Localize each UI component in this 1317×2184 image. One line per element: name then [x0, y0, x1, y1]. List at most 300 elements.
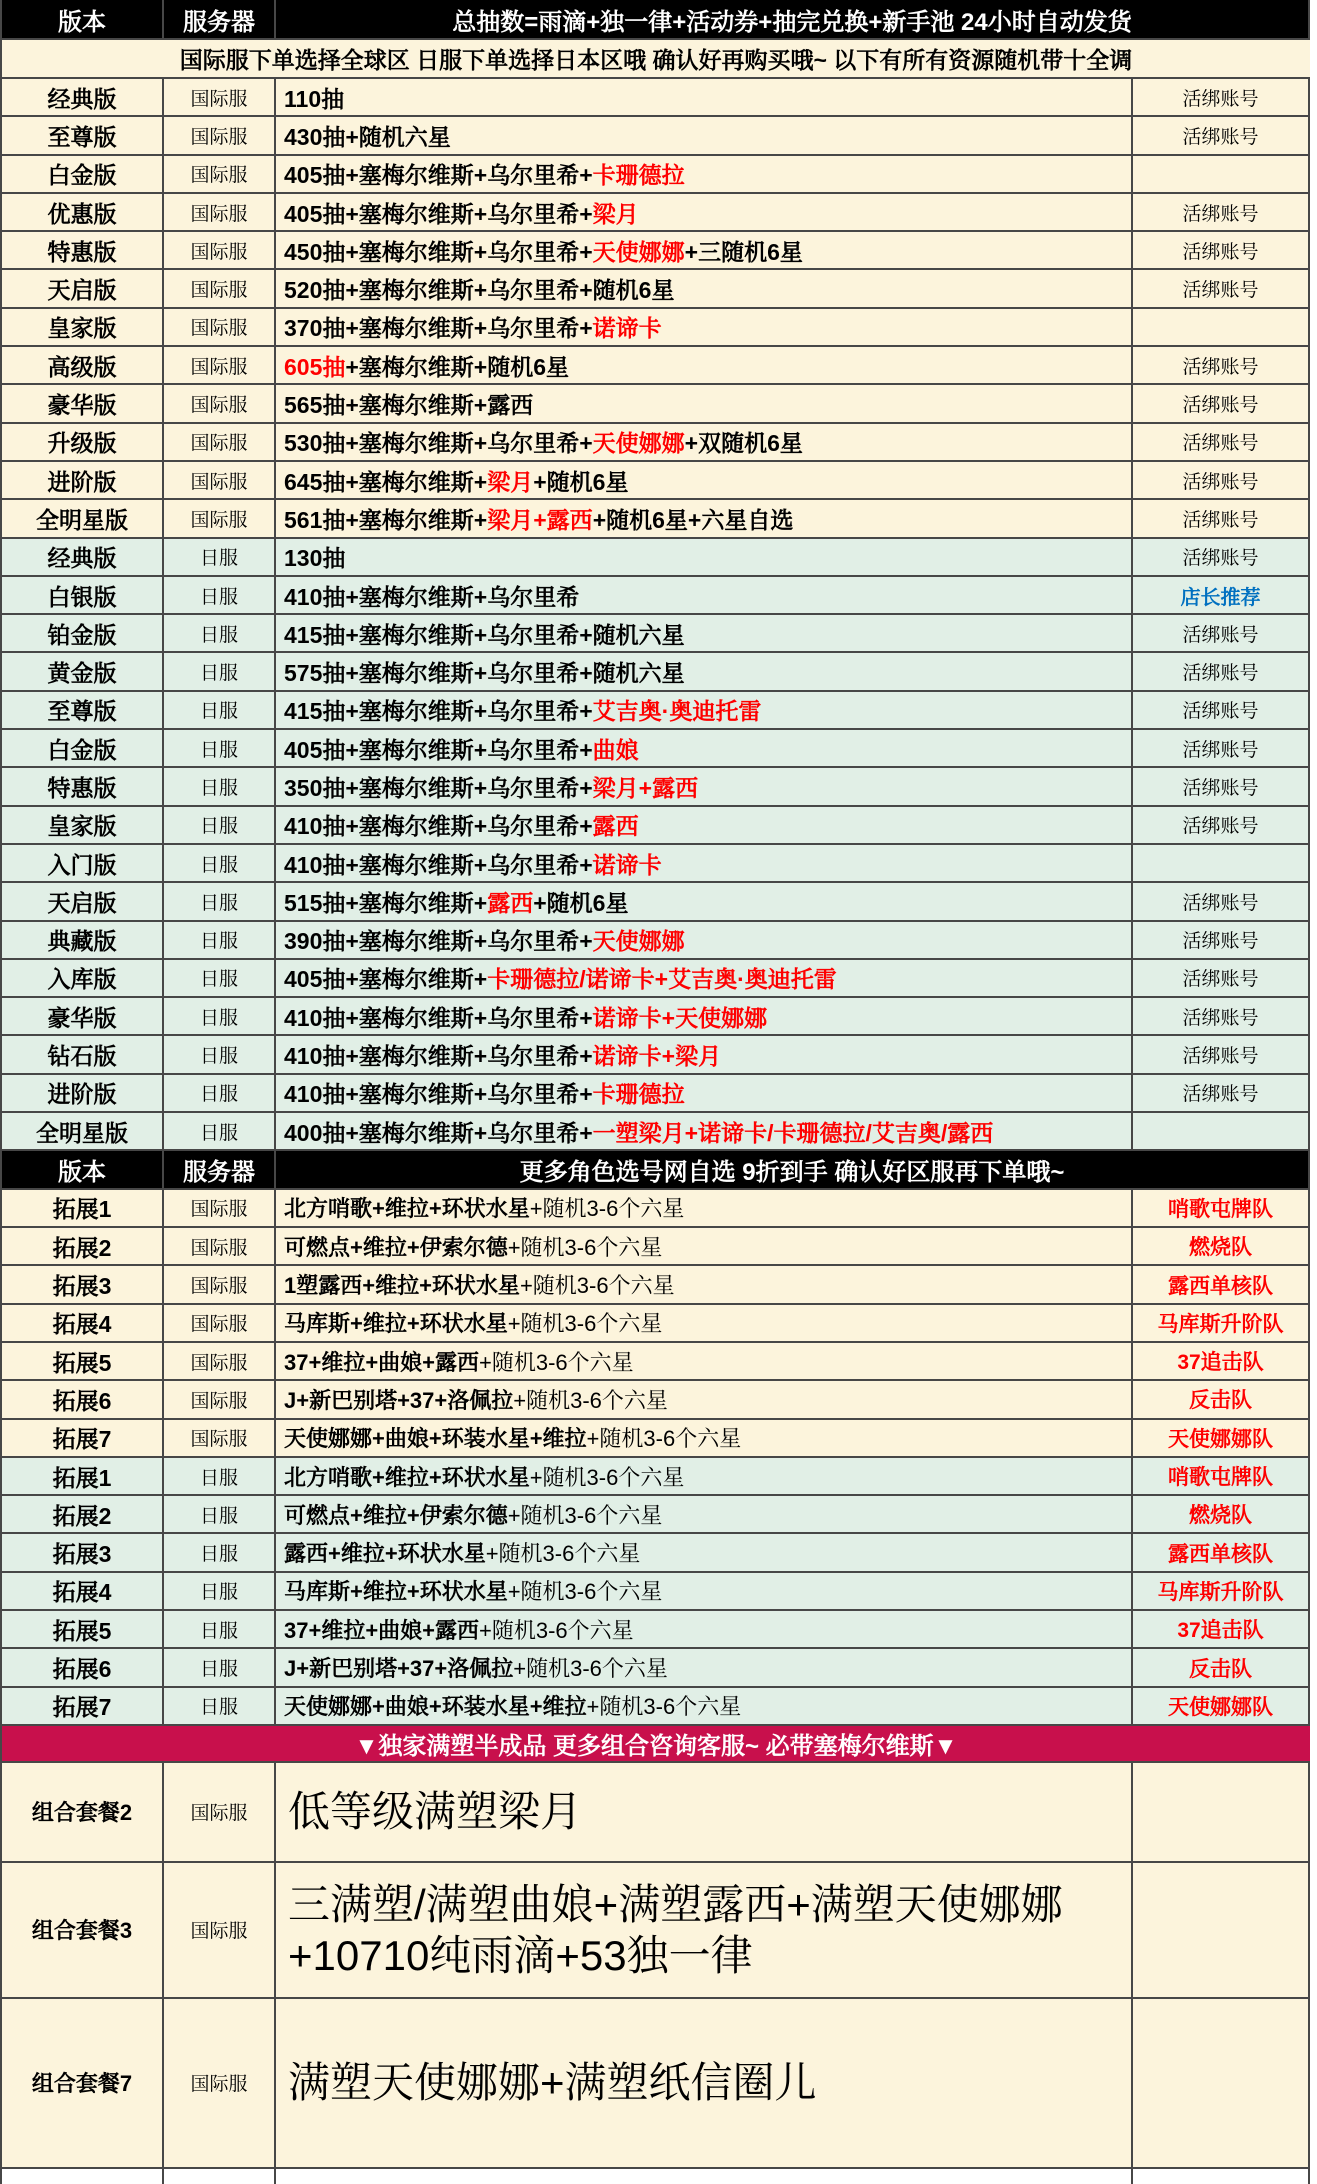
table1-header-server: 服务器	[164, 0, 276, 38]
desc-text: 565抽+塞梅尔维斯+露西	[284, 392, 534, 419]
server-cell: 国际服	[164, 309, 276, 345]
desc-text: 515抽+塞梅尔维斯+	[284, 889, 488, 916]
table2-row-5	[2, 1343, 1310, 1381]
table1-header-row	[2, 0, 1310, 40]
desc-text: J+新巴别塔+37+洛佩拉	[284, 1387, 514, 1413]
desc-text: +随机3-6个六星	[479, 1617, 634, 1643]
table1-row-6	[2, 270, 1310, 308]
combo-row-3	[2, 1999, 1310, 2169]
server-cell: 国际服	[164, 1305, 276, 1341]
desc-cell	[276, 998, 1133, 1034]
partial-tag-cell	[1133, 2169, 1310, 2184]
table1-header-version: 版本	[2, 0, 164, 38]
tag-cell: 活绑账号	[1133, 424, 1310, 460]
desc-text: J+新巴别塔+37+洛佩拉	[284, 1656, 514, 1682]
table2-row-10	[2, 1534, 1310, 1572]
server-cell: 日服	[164, 807, 276, 843]
table1-row-18	[2, 730, 1310, 768]
server-cell: 国际服	[164, 1420, 276, 1456]
desc-text: +随机3-6个六星	[507, 1579, 663, 1605]
server-cell: 国际服	[164, 156, 276, 192]
tag-cell	[1133, 156, 1310, 192]
table1-row-20	[2, 807, 1310, 845]
server-cell: 日服	[164, 768, 276, 804]
combo-desc-text: 低等级满塑梁月	[288, 1788, 583, 1836]
version-cell: 拓展4	[2, 1573, 164, 1609]
server-cell: 国际服	[164, 1863, 276, 1997]
desc-text: +随机3-6个六星	[513, 1656, 668, 1682]
desc-text: 561抽+塞梅尔维斯+	[284, 506, 488, 533]
desc-text: 130抽	[284, 545, 346, 572]
table1-row-10	[2, 424, 1310, 462]
table1-row-21	[2, 845, 1310, 883]
desc-text: 430抽+随机六星	[284, 123, 451, 150]
desc-text: 可燃点+维拉+伊索尔德	[284, 1234, 508, 1260]
server-cell: 国际服	[164, 347, 276, 383]
desc-cell	[276, 500, 1133, 536]
server-cell: 国际服	[164, 1190, 276, 1226]
server-cell: 日服	[164, 883, 276, 919]
table1-row-3	[2, 156, 1310, 194]
desc-text: 415抽+塞梅尔维斯+乌尔里希+随机六星	[284, 621, 685, 648]
tag-cell	[1133, 1763, 1310, 1861]
version-cell: 高级版	[2, 347, 164, 383]
purchase-notice-row	[2, 40, 1310, 79]
version-cell: 白银版	[2, 577, 164, 613]
desc-text: 410抽+塞梅尔维斯+乌尔里希	[284, 583, 580, 610]
tag-cell: 活绑账号	[1133, 883, 1310, 919]
tag-cell: 活绑账号	[1133, 922, 1310, 958]
tag-cell: 天使娜娜队	[1133, 1688, 1310, 1724]
tag-cell: 活绑账号	[1133, 500, 1310, 536]
desc-highlight-text: 卡珊德拉/诺谛卡+艾吉奥·奥迪托雷	[487, 966, 837, 993]
desc-text: 370抽+塞梅尔维斯+乌尔里希+	[284, 315, 593, 342]
desc-cell	[276, 1190, 1133, 1226]
desc-cell	[276, 730, 1133, 766]
version-cell: 入门版	[2, 845, 164, 881]
server-cell: 日服	[164, 1688, 276, 1724]
cutoff-partial-row	[2, 2169, 1310, 2184]
table1-row-7	[2, 309, 1310, 347]
desc-text: 390抽+塞梅尔维斯+乌尔里希+	[284, 928, 593, 955]
version-cell: 全明星版	[2, 1113, 164, 1149]
server-cell: 国际服	[164, 117, 276, 153]
version-cell: 白金版	[2, 730, 164, 766]
desc-text: +随机3-6个六星	[529, 1196, 685, 1222]
server-cell: 国际服	[164, 500, 276, 536]
desc-highlight-text: 天使娜娜	[592, 928, 685, 955]
combo-rows	[2, 1763, 1310, 2169]
desc-cell	[276, 385, 1133, 421]
table1-row-8	[2, 347, 1310, 385]
tag-cell: 活绑账号	[1133, 1075, 1310, 1111]
purchase-notice-text: 国际服下单选择全球区 日服下单选择日本区哦 确认好再购买哦~ 以下有所有资源随机带十全调	[179, 47, 1133, 73]
desc-text: 37+维拉+曲娘+露西	[284, 1349, 480, 1375]
desc-cell	[276, 1266, 1133, 1302]
version-cell: 豪华版	[2, 385, 164, 421]
desc-cell	[276, 1763, 1133, 1861]
desc-cell	[276, 194, 1133, 230]
desc-cell	[276, 79, 1133, 115]
version-cell: 至尊版	[2, 117, 164, 153]
server-cell: 国际服	[164, 1763, 276, 1861]
desc-cell	[276, 156, 1133, 192]
table1-row-22	[2, 883, 1310, 921]
version-cell: 拓展7	[2, 1688, 164, 1724]
table1-row-13	[2, 539, 1310, 577]
desc-highlight-text: 天使娜娜	[592, 238, 685, 265]
desc-text: 410抽+塞梅尔维斯+乌尔里希+	[284, 1081, 593, 1108]
tag-cell: 活绑账号	[1133, 768, 1310, 804]
table2-header-version: 版本	[2, 1151, 164, 1188]
desc-highlight-text: 露西	[592, 813, 639, 840]
desc-cell	[276, 807, 1133, 843]
desc-highlight-text: 一塑梁月+诺谛卡/卡珊德拉/艾吉奥/露西	[592, 1119, 994, 1146]
desc-text: 110抽	[284, 85, 345, 112]
version-cell: 拓展3	[2, 1266, 164, 1302]
table1-row-16	[2, 653, 1310, 691]
table2-header-server: 服务器	[164, 1151, 276, 1188]
combo-banner-text: ▼独家满塑半成品 更多组合咨询客服~ 必带塞梅尔维斯▼	[354, 1732, 958, 1760]
version-cell: 白金版	[2, 156, 164, 192]
version-cell: 皇家版	[2, 309, 164, 345]
table2-header-promo: 更多角色选号网自选 9折到手 确认好区服再下单哦~	[276, 1151, 1310, 1188]
server-cell: 日服	[164, 1113, 276, 1149]
server-cell: 日服	[164, 960, 276, 996]
desc-highlight-text: 梁月+露西	[592, 774, 699, 801]
tag-cell: 店长推荐	[1133, 577, 1310, 613]
version-cell: 黄金版	[2, 653, 164, 689]
desc-highlight-text: 梁月+露西	[487, 506, 593, 533]
tag-cell	[1133, 1999, 1310, 2167]
desc-text: +随机6星	[533, 468, 629, 495]
desc-cell	[276, 347, 1133, 383]
server-cell: 国际服	[164, 462, 276, 498]
desc-highlight-text: 天使娜娜	[592, 430, 685, 457]
tag-cell: 活绑账号	[1133, 232, 1310, 268]
desc-cell	[276, 1688, 1133, 1724]
desc-text: 天使娜娜+曲娘+环装水星+维拉	[284, 1694, 587, 1720]
desc-cell	[276, 424, 1133, 460]
desc-cell	[276, 117, 1133, 153]
table2-row-6	[2, 1381, 1310, 1419]
table1-row-14	[2, 577, 1310, 615]
tag-cell: 37追击队	[1133, 1611, 1310, 1647]
table1-row-24	[2, 960, 1310, 998]
desc-text: 北方哨歌+维拉+环状水星	[284, 1196, 530, 1222]
server-cell: 日服	[164, 653, 276, 689]
desc-cell	[276, 883, 1133, 919]
table1-row-9	[2, 385, 1310, 423]
desc-text: 530抽+塞梅尔维斯+乌尔里希+	[284, 430, 593, 457]
desc-text: 450抽+塞梅尔维斯+乌尔里希+	[284, 238, 593, 265]
version-cell: 拓展1	[2, 1190, 164, 1226]
table2-row-8	[2, 1458, 1310, 1496]
desc-text: 575抽+塞梅尔维斯+乌尔里希+随机六星	[284, 660, 685, 687]
server-cell: 日服	[164, 730, 276, 766]
desc-highlight-text: 露西	[487, 889, 534, 916]
desc-text: +随机3-6个六星	[479, 1349, 634, 1375]
desc-text: +塞梅尔维斯+随机6星	[345, 353, 570, 380]
server-cell: 国际服	[164, 194, 276, 230]
desc-text: 410抽+塞梅尔维斯+乌尔里希+	[284, 813, 593, 840]
version-cell: 全明星版	[2, 500, 164, 536]
desc-text: +随机6星	[533, 889, 629, 916]
desc-text: +随机6星+六星自选	[592, 506, 794, 533]
table1-row-19	[2, 768, 1310, 806]
desc-cell	[276, 845, 1133, 881]
server-cell: 日服	[164, 577, 276, 613]
desc-cell	[276, 1075, 1133, 1111]
desc-text: +随机3-6个六星	[586, 1694, 742, 1720]
desc-text: 37+维拉+曲娘+露西	[284, 1617, 480, 1643]
tag-cell: 活绑账号	[1133, 807, 1310, 843]
partial-server-cell	[164, 2169, 276, 2184]
desc-text: 405抽+塞梅尔维斯+乌尔里希+	[284, 200, 593, 227]
server-cell: 国际服	[164, 1266, 276, 1302]
server-cell: 日服	[164, 1496, 276, 1532]
tag-cell: 活绑账号	[1133, 79, 1310, 115]
desc-cell	[276, 539, 1133, 575]
server-cell: 日服	[164, 1036, 276, 1072]
desc-text: 马库斯+维拉+环状水星	[284, 1579, 508, 1605]
desc-text: 天使娜娜+曲娘+环装水星+维拉	[284, 1426, 587, 1452]
desc-text: 415抽+塞梅尔维斯+乌尔里希+	[284, 698, 593, 725]
server-cell: 日服	[164, 1573, 276, 1609]
desc-highlight-text: 梁月	[487, 468, 534, 495]
desc-cell	[276, 577, 1133, 613]
desc-cell	[276, 1343, 1133, 1379]
table2-rows	[2, 1190, 1310, 1726]
partial-version-cell	[2, 2169, 164, 2184]
tag-cell	[1133, 1113, 1310, 1149]
tag-cell: 反击队	[1133, 1649, 1310, 1685]
version-cell: 进阶版	[2, 462, 164, 498]
tag-cell: 反击队	[1133, 1381, 1310, 1417]
desc-cell	[276, 1573, 1133, 1609]
tag-cell: 露西单核队	[1133, 1534, 1310, 1570]
version-cell: 升级版	[2, 424, 164, 460]
version-cell: 皇家版	[2, 807, 164, 843]
desc-cell	[276, 1649, 1133, 1685]
version-cell: 拓展3	[2, 1534, 164, 1570]
server-cell: 国际服	[164, 270, 276, 306]
desc-cell	[276, 615, 1133, 651]
desc-text: 405抽+塞梅尔维斯+乌尔里希+	[284, 736, 593, 763]
desc-text: +随机3-6个六星	[519, 1273, 675, 1299]
desc-cell	[276, 1036, 1133, 1072]
desc-cell	[276, 922, 1133, 958]
server-cell: 日服	[164, 922, 276, 958]
table1-rows	[2, 79, 1310, 1151]
desc-text: 400抽+塞梅尔维斯+乌尔里希+	[284, 1119, 593, 1146]
version-cell: 优惠版	[2, 194, 164, 230]
version-cell: 拓展5	[2, 1343, 164, 1379]
version-cell: 典藏版	[2, 922, 164, 958]
tag-cell: 活绑账号	[1133, 462, 1310, 498]
tag-cell: 燃烧队	[1133, 1228, 1310, 1264]
version-cell: 拓展4	[2, 1305, 164, 1341]
version-cell: 拓展2	[2, 1496, 164, 1532]
desc-cell	[276, 1496, 1133, 1532]
version-cell: 入库版	[2, 960, 164, 996]
desc-text: 北方哨歌+维拉+环状水星	[284, 1464, 530, 1490]
server-cell: 国际服	[164, 1343, 276, 1379]
desc-text: +随机3-6个六星	[507, 1311, 663, 1337]
tag-cell: 活绑账号	[1133, 998, 1310, 1034]
tag-cell: 活绑账号	[1133, 270, 1310, 306]
desc-cell	[276, 1381, 1133, 1417]
version-cell: 豪华版	[2, 998, 164, 1034]
tag-cell: 哨歌屯牌队	[1133, 1190, 1310, 1226]
desc-cell	[276, 1999, 1133, 2167]
server-cell: 国际服	[164, 232, 276, 268]
desc-text: +随机3-6个六星	[507, 1502, 663, 1528]
table1-row-12	[2, 500, 1310, 538]
partial-desc-cell	[276, 2169, 1133, 2184]
table2-row-3	[2, 1266, 1310, 1304]
server-cell: 国际服	[164, 1228, 276, 1264]
tag-cell: 活绑账号	[1133, 615, 1310, 651]
desc-text: +三随机6星	[684, 238, 803, 265]
tag-cell: 37追击队	[1133, 1343, 1310, 1379]
version-cell: 进阶版	[2, 1075, 164, 1111]
desc-text: 645抽+塞梅尔维斯+	[284, 468, 488, 495]
desc-cell	[276, 768, 1133, 804]
desc-cell	[276, 653, 1133, 689]
combo-row-2	[2, 1863, 1310, 1999]
desc-cell	[276, 232, 1133, 268]
desc-text: 520抽+塞梅尔维斯+乌尔里希+随机6星	[284, 277, 675, 304]
tag-cell	[1133, 309, 1310, 345]
tag-cell: 活绑账号	[1133, 960, 1310, 996]
tag-cell: 活绑账号	[1133, 692, 1310, 728]
tag-cell: 活绑账号	[1133, 730, 1310, 766]
version-cell: 经典版	[2, 539, 164, 575]
tag-cell: 马库斯升阶队	[1133, 1573, 1310, 1609]
desc-highlight-text: 诺谛卡	[592, 851, 662, 878]
combo-desc-text: 三满塑/满塑曲娘+满塑露西+满塑天使娜娜+10710纯雨滴+53独一律	[288, 1880, 1063, 1979]
tag-cell: 活绑账号	[1133, 117, 1310, 153]
table2-header-row	[2, 1151, 1310, 1190]
tag-cell: 哨歌屯牌队	[1133, 1458, 1310, 1494]
table1-row-15	[2, 615, 1310, 653]
table2-row-9	[2, 1496, 1310, 1534]
desc-cell	[276, 309, 1133, 345]
desc-text: 410抽+塞梅尔维斯+乌尔里希+	[284, 1004, 593, 1031]
desc-cell	[276, 1534, 1133, 1570]
server-cell: 国际服	[164, 1381, 276, 1417]
desc-text: +随机3-6个六星	[586, 1426, 742, 1452]
version-cell: 组合套餐2	[2, 1763, 164, 1861]
table2-row-14	[2, 1688, 1310, 1726]
version-cell: 特惠版	[2, 232, 164, 268]
server-cell: 日服	[164, 539, 276, 575]
desc-highlight-text: 诺谛卡+梁月	[592, 1043, 722, 1070]
table1-row-2	[2, 117, 1310, 155]
desc-cell	[276, 1305, 1133, 1341]
server-cell: 国际服	[164, 1999, 276, 2167]
version-cell: 经典版	[2, 79, 164, 115]
table1-row-17	[2, 692, 1310, 730]
version-cell: 钻石版	[2, 1036, 164, 1072]
version-cell: 组合套餐7	[2, 1999, 164, 2167]
table2-row-7	[2, 1420, 1310, 1458]
desc-text: +随机3-6个六星	[507, 1234, 663, 1260]
combo-row-1	[2, 1763, 1310, 1863]
desc-text: 1塑露西+维拉+环状水星	[284, 1273, 520, 1299]
desc-highlight-text: 卡珊德拉	[592, 1081, 685, 1108]
desc-text: +随机3-6个六星	[485, 1541, 641, 1567]
table1-row-26	[2, 1036, 1310, 1074]
desc-text: +双随机6星	[684, 430, 803, 457]
version-cell: 铂金版	[2, 615, 164, 651]
version-cell: 拓展1	[2, 1458, 164, 1494]
tag-cell: 活绑账号	[1133, 1036, 1310, 1072]
server-cell: 日服	[164, 1075, 276, 1111]
desc-text: 405抽+塞梅尔维斯+	[284, 966, 488, 993]
desc-cell	[276, 1228, 1133, 1264]
desc-highlight-text: 曲娘	[592, 736, 639, 763]
server-cell: 国际服	[164, 424, 276, 460]
server-cell: 日服	[164, 1611, 276, 1647]
combo-desc-text: 满塑天使娜娜+满塑纸信圈儿	[288, 2059, 817, 2107]
desc-cell	[276, 1458, 1133, 1494]
table1-header-formula: 总抽数=雨滴+独一律+活动券+抽完兑换+新手池 24小时自动发货	[276, 0, 1310, 38]
table2-row-2	[2, 1228, 1310, 1266]
table2-row-1	[2, 1190, 1310, 1228]
server-cell: 国际服	[164, 385, 276, 421]
desc-cell	[276, 270, 1133, 306]
desc-text: 410抽+塞梅尔维斯+乌尔里希+	[284, 1043, 593, 1070]
version-cell: 拓展2	[2, 1228, 164, 1264]
version-cell: 天启版	[2, 883, 164, 919]
desc-highlight-text: 诺谛卡+天使娜娜	[592, 1004, 768, 1031]
table1-row-1	[2, 79, 1310, 117]
tag-cell: 天使娜娜队	[1133, 1420, 1310, 1456]
tag-cell: 露西单核队	[1133, 1266, 1310, 1302]
table2-row-13	[2, 1649, 1310, 1687]
version-cell: 拓展6	[2, 1649, 164, 1685]
version-cell: 特惠版	[2, 768, 164, 804]
desc-text: +随机3-6个六星	[513, 1387, 668, 1413]
tag-cell: 活绑账号	[1133, 385, 1310, 421]
desc-cell	[276, 692, 1133, 728]
table1-row-25	[2, 998, 1310, 1036]
desc-text: +随机3-6个六星	[529, 1464, 685, 1490]
table2-row-12	[2, 1611, 1310, 1649]
version-cell: 拓展7	[2, 1420, 164, 1456]
server-cell: 日服	[164, 1534, 276, 1570]
tag-cell: 活绑账号	[1133, 347, 1310, 383]
desc-cell	[276, 960, 1133, 996]
table2-row-4	[2, 1305, 1310, 1343]
tag-cell	[1133, 845, 1310, 881]
combo-banner-row	[2, 1726, 1310, 1763]
tag-cell: 活绑账号	[1133, 653, 1310, 689]
desc-cell	[276, 462, 1133, 498]
server-cell: 日服	[164, 615, 276, 651]
server-cell: 日服	[164, 692, 276, 728]
table2-row-11	[2, 1573, 1310, 1611]
version-cell: 拓展5	[2, 1611, 164, 1647]
desc-highlight-text: 艾吉奥·奥迪托雷	[592, 698, 762, 725]
table1-row-27	[2, 1075, 1310, 1113]
tag-cell: 马库斯升阶队	[1133, 1305, 1310, 1341]
version-cell: 拓展6	[2, 1381, 164, 1417]
tag-cell: 活绑账号	[1133, 539, 1310, 575]
server-cell: 日服	[164, 1649, 276, 1685]
